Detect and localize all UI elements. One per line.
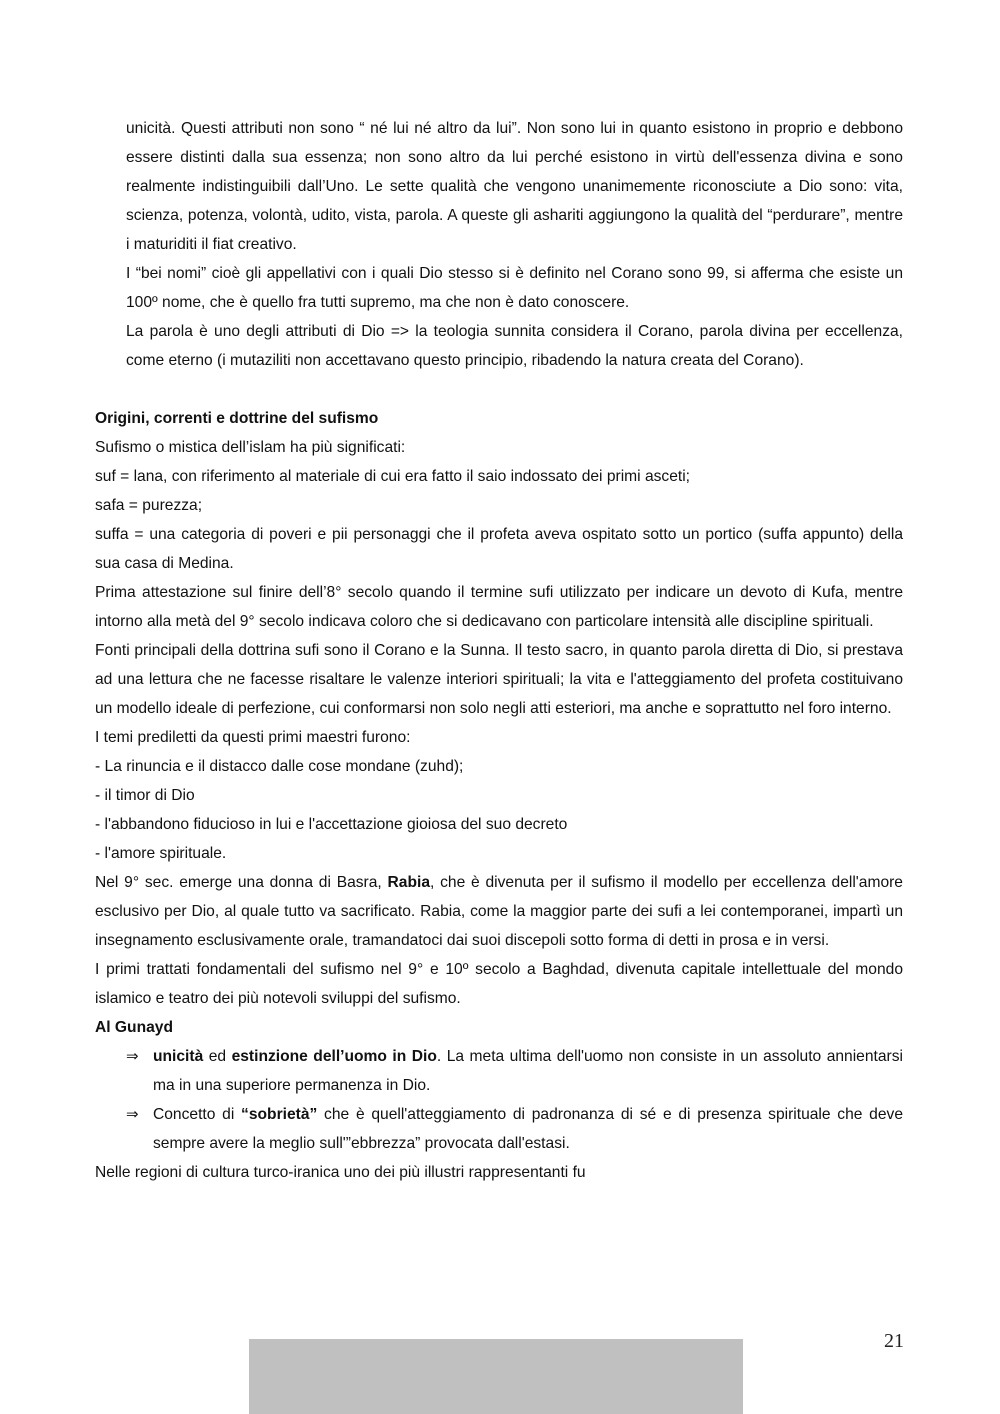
list-item: - il timor di Dio [95, 787, 195, 804]
paragraph-treatises: I primi trattati fondamentali del sufismo nel 9° e 10º secolo a Baghdad, divenuta capitale intellettuale del mondo islamico e teatro dei più notevoli sviluppi del sufismo. [95, 961, 903, 1007]
subheading-gunayd: Al Gunayd [95, 1019, 173, 1036]
paragraph-word-attribute: La parola è uno degli attributi di Dio => la teologia sunnita considera il Corano, parola divina per eccellenza, come eterno (i mutaziliti non accettavano questo principio, ribadendo la natura creata del Corano). [126, 323, 903, 369]
paragraph-attributes: unicità. Questi attributi non sono “ né lui né altro da lui”. Non sono lui in quanto esistono in proprio e debbono essere distinti dalla sua essenza; non sono altro da lui perché esistono in virtù dell'essenza divina e sono realmente indistinguibili dall’Uno. Le sette qualità che vengono unanimemente riconosciute a Dio sono: vita, scienza, potenza, volontà, udito, vista, parola. A queste gli ashariti aggiungono la qualità del “perdurare”, mentre i maturiditi il fiat creativo. [126, 120, 903, 253]
text-span: . La meta ultima dell'uomo non consiste in un assoluto annientarsi ma in una superiore permanenza in Dio. [153, 1048, 903, 1094]
text-span: ed [203, 1048, 232, 1065]
paragraph-rabia [95, 868, 903, 955]
text-line: I temi prediletti da questi primi maestri furono: [95, 729, 411, 746]
text-span: che è quell'atteggiamento di padronanza di sé e di presenza spirituale che deve sempre avere la meglio sull'”ebbrezza” provocata dall'estasi. [153, 1106, 903, 1152]
list-item: - l'amore spirituale. [95, 845, 227, 862]
spacer [95, 375, 903, 404]
text-span: , che è divenuta per il sufismo il modello per eccellenza dell'amore esclusivo per Dio, al quale tutto va sacrificato. Rabia, come la maggior parte dei sufi a lei contemporanei, impartì un insegnamento esclusivamente orale, tramandatoci dai suoi discepoli sotto forma di detti in prosa e in versi. [95, 874, 903, 949]
text-line: Sufismo o mistica dell’islam ha più significati: [95, 439, 406, 456]
bold-term: “sobrietà” [241, 1106, 318, 1123]
paragraph-beautiful-names: I “bei nomi” cioè gli appellativi con i quali Dio stesso si è definito nel Corano sono 99, si afferma che esiste un 100º nome, che è quello fra tutti supremo, ma che non è dato conoscere. [126, 265, 903, 311]
text-line: Fonti principali della dottrina sufi sono il Corano e la Sunna. Il testo sacro, in quanto parola diretta di Dio, si prestava ad una lettura che ne facesse risaltare le valenze interiori spirituali; la vita e l'atteggiamento del profeta costituivano un modello ideale di perfezione, cui conformarsi non solo negli atti esteriori, ma anche e soprattutto nel foro interno. [95, 642, 903, 717]
list-item: - La rinuncia e il distacco dalle cose mondane (zuhd); [95, 758, 464, 775]
footer-gray-bar [249, 1339, 743, 1414]
arrow-right-icon: ⇒ [126, 1105, 139, 1123]
text-line: Prima attestazione sul finire dell’8° secolo quando il termine sufi utilizzato per indicare un devoto di Kufa, mentre intorno alla metà del 9° secolo indicava coloro che si dedicavano con particolare intensità alle discipline spirituali. [95, 584, 903, 630]
bold-term: unicità [153, 1048, 204, 1065]
text-span: Concetto di [153, 1106, 242, 1123]
arrow-item [95, 1100, 903, 1158]
list-item: - l'abbandono fiducioso in lui e l'accettazione gioiosa del suo decreto [95, 816, 568, 833]
arrow-right-icon: ⇒ [126, 1047, 139, 1065]
text-span: Nel 9° sec. emerge una donna di Basra, [95, 874, 388, 891]
text-line: suf = lana, con riferimento al materiale di cui era fatto il saio indossato dei primi asceti; [95, 468, 691, 485]
rabia-name: Rabia [387, 874, 430, 891]
page-content [95, 114, 903, 1187]
bold-term: estinzione dell’uomo in Dio [231, 1048, 437, 1065]
text-line: safa = purezza; [95, 497, 203, 514]
section-heading: Origini, correnti e dottrine del sufismo [95, 410, 379, 427]
text-line: suffa = una categoria di poveri e pii personaggi che il profeta aveva ospitato sotto un portico (suffa appunto) della sua casa di Medina. [95, 526, 903, 572]
arrow-item [95, 1042, 903, 1100]
closing-line: Nelle regioni di cultura turco-iranica uno dei più illustri rappresentanti fu [95, 1164, 586, 1181]
page-number: 21 [884, 1330, 904, 1352]
